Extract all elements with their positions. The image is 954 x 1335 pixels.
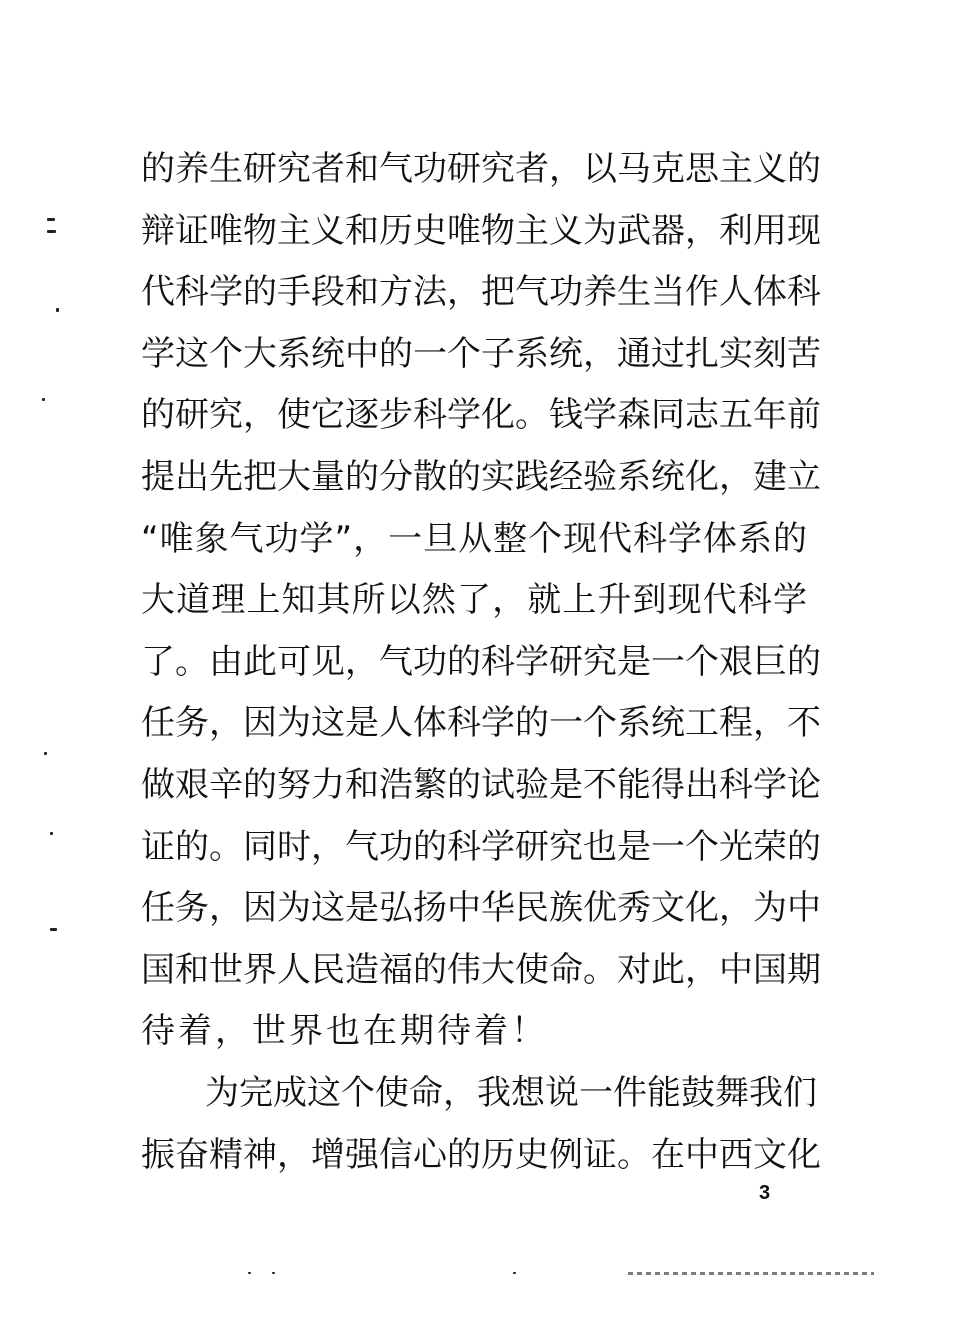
scan-speck bbox=[47, 218, 55, 221]
text-line: 提出先把大量的分散的实践经验系统化，建立 bbox=[141, 456, 821, 497]
body-text bbox=[141, 143, 821, 1190]
scan-speck bbox=[44, 752, 47, 755]
scan-edge-artifact bbox=[628, 1272, 874, 1275]
text-line: 辩证唯物主义和历史唯物主义为武器，利用现 bbox=[141, 210, 821, 251]
text-line: 大道理上知其所以然了，就上升到现代科学 bbox=[141, 580, 807, 621]
scan-speck bbox=[50, 928, 57, 931]
text-line: 做艰辛的努力和浩繁的试验是不能得出科学论 bbox=[141, 764, 821, 805]
scan-speck bbox=[56, 308, 59, 312]
text-line: 代科学的手段和方法，把气功养生当作人体科 bbox=[141, 272, 821, 313]
text-line: 待着，世界也在期待着！ bbox=[141, 1011, 548, 1052]
text-line: 任务，因为这是人体科学的一个系统工程，不 bbox=[141, 703, 821, 744]
text-line: 振奋精神，增强信心的历史例证。在中西文化 bbox=[141, 1134, 821, 1175]
text-line: 为完成这个使命，我想说一件能鼓舞我们 bbox=[205, 1072, 817, 1113]
text-line: 了。由此可见，气功的科学研究是一个艰巨的 bbox=[141, 641, 821, 682]
text-line: 的研究，使它逐步科学化。钱学森同志五年前 bbox=[141, 395, 821, 436]
text-line: “唯象气功学”，一旦从整个现代科学体系的 bbox=[141, 518, 807, 559]
text-line: 证的。同时，气功的科学研究也是一个光荣的 bbox=[141, 826, 821, 867]
page-number: 3 bbox=[759, 1182, 771, 1204]
text-line: 国和世界人民造福的伟大使命。对此，中国期 bbox=[141, 949, 821, 990]
scan-speck bbox=[272, 1272, 275, 1274]
scan-speck bbox=[513, 1272, 516, 1274]
text-line: 的养生研究者和气功研究者，以马克思主义的 bbox=[141, 149, 821, 189]
text-line: 任务，因为这是弘扬中华民族优秀文化，为中 bbox=[141, 888, 821, 929]
scan-speck bbox=[42, 398, 45, 401]
scan-speck bbox=[248, 1272, 251, 1274]
text-line: 学这个大系统中的一个子系统，通过扎实刻苦 bbox=[141, 333, 821, 374]
scan-speck bbox=[47, 230, 56, 233]
scan-speck bbox=[50, 832, 53, 835]
